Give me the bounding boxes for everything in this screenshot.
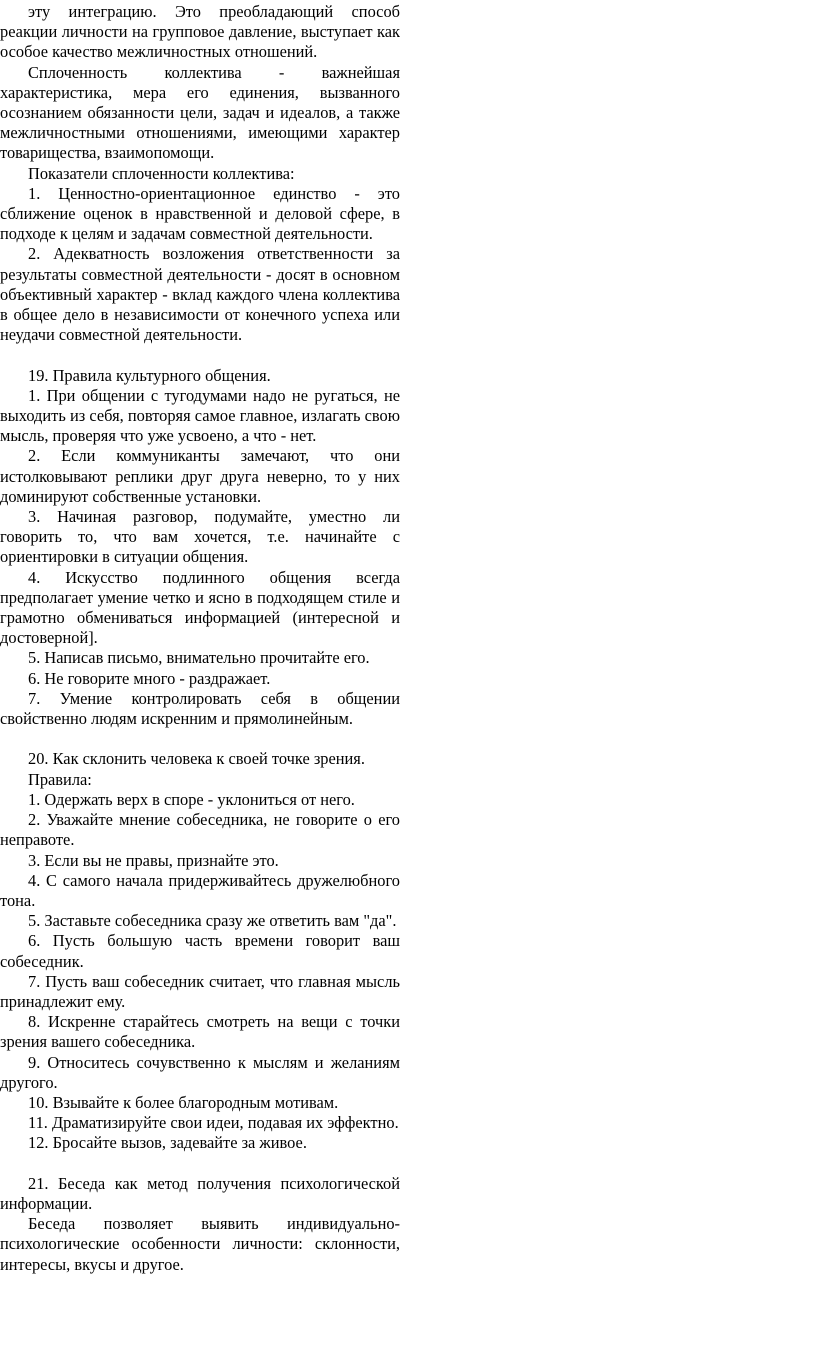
- paragraph: 19. Правила культурного общения.: [28, 365, 271, 385]
- paragraph: 4. С самого начала придерживайтесь дружелюбного тона.: [0, 870, 400, 910]
- paragraph: 7. Умение контролировать себя в общении свойственно людям искренним и прямолинейным.: [0, 688, 400, 729]
- paragraph: 5. Заставьте собеседника сразу же ответить вам "да".: [28, 911, 397, 931]
- paragraph-spacer: [0, 345, 400, 365]
- paragraph: 6. Не говорите много - раздражает.: [28, 668, 271, 688]
- paragraph: 10. Взывайте к более благородным мотивам.: [28, 1092, 339, 1112]
- paragraph: Правила:: [28, 769, 92, 789]
- paragraph: 8. Искренне старайтесь смотреть на вещи с точки зрения вашего собеседника.: [0, 1012, 400, 1052]
- paragraph: 4. Искусство подлинного общения всегда предполагает умение четко и ясно в подходящем стиле и грамотно обмениваться информацией (интересной и достоверной].: [0, 567, 400, 648]
- paragraph: 3. Начиная разговор, подумайте, уместно ли говорить то, что вам хочется, т.е. начинайте с ориентировки в ситуации общения.: [0, 507, 400, 567]
- paragraph: 6. Пусть большую часть времени говорит ваш собеседник.: [0, 931, 400, 971]
- paragraph: 1. При общении с тугодумами надо не ругаться, не выходить из себя, повторяя самое главное, излагать свою мысль, проверяя что уже усвоено, а что - нет.: [0, 385, 400, 446]
- paragraph-spacer: [0, 729, 400, 749]
- paragraph: эту интеграцию. Это преобладающий способ реакции личности на групповое давление, выступает как особое качество межличностных отношений.: [0, 2, 400, 62]
- paragraph: 3. Если вы не правы, признайте это.: [28, 850, 279, 870]
- paragraph: 12. Бросайте вызов, задевайте за живое.: [28, 1133, 307, 1153]
- paragraph: 2. Если коммуниканты замечают, что они истолковывают реплики друг друга неверно, то у них доминируют собственные установки.: [0, 446, 400, 506]
- paragraph: 20. Как склонить человека к своей точке зрения.: [28, 749, 365, 769]
- paragraph: 7. Пусть ваш собеседник считает, что главная мысль принадлежит ему.: [0, 971, 400, 1011]
- paragraph: Показатели сплоченности коллектива:: [28, 163, 295, 183]
- paragraph: 5. Написав письмо, внимательно прочитайте его.: [28, 648, 370, 668]
- paragraph-spacer: [0, 1154, 400, 1174]
- paragraph: 1. Одержать верх в споре - уклониться от него.: [28, 789, 355, 809]
- paragraph: 2. Уважайте мнение собеседника, не говорите о его неправоте.: [0, 810, 400, 850]
- paragraph: 11. Драматизируйте свои идеи, подавая их эффектно.: [28, 1113, 399, 1133]
- paragraph: 1. Ценностно-ориентационное единство - это сближение оценок в нравственной и деловой сфере, в подходе к целям и задачам совместной деятельности.: [0, 183, 400, 244]
- paragraph: Сплоченность коллектива - важнейшая характеристика, мера его единения, вызванного осознанием обязанности цели, задач и идеалов, а также межличностными отношениями, имеющими характер товарищества, взаимопомощи.: [0, 62, 400, 163]
- paragraph: 2. Адекватность возложения ответственности за результаты совместной деятельности - досят в основном объективный характер - вклад каждого члена коллектива в общее дело в независимости от конечного успеха или неудачи совместной деятельности.: [0, 244, 400, 345]
- paragraph: Беседа позволяет выявить индивидуально-психологические особенности личности: склонности, интересы, вкусы и другое.: [0, 1214, 400, 1274]
- paragraph: 9. Относитесь сочувственно к мыслям и желаниям другого.: [0, 1052, 400, 1092]
- paragraph: 21. Беседа как метод получения психологической информации.: [0, 1173, 400, 1213]
- document-page: [0, 0, 400, 1275]
